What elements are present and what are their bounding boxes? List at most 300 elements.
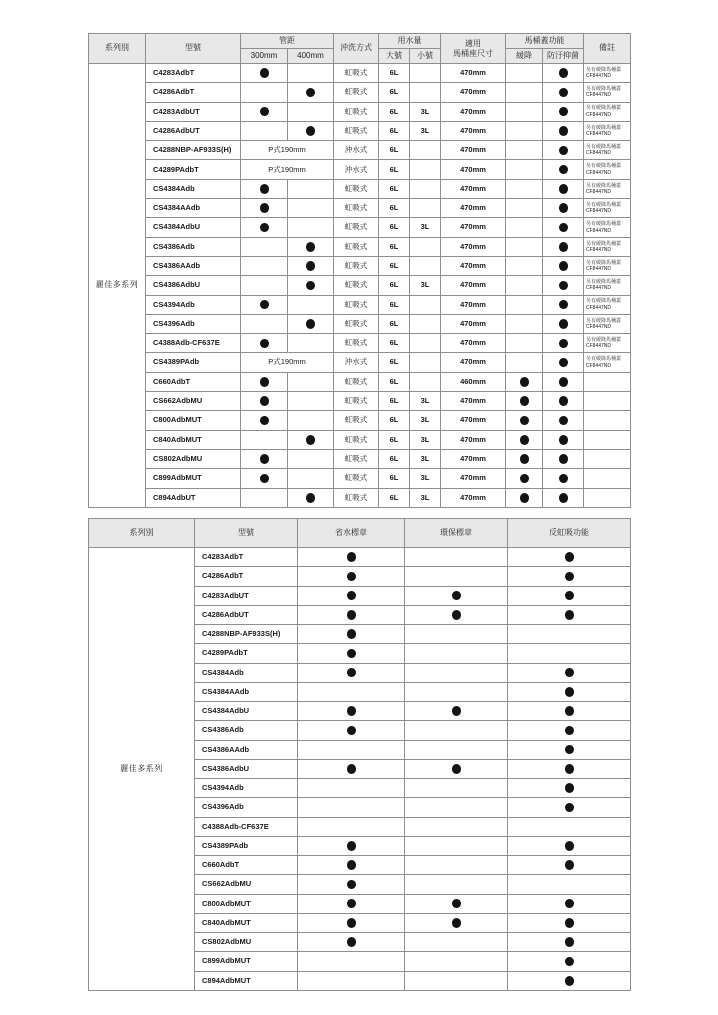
filled-dot-icon xyxy=(559,107,568,117)
anti-siphon-cell xyxy=(508,798,631,817)
seat-size-cell: 470mm xyxy=(441,256,506,275)
flush-type-cell: 虹吸式 xyxy=(334,334,379,353)
soft-close-cell xyxy=(506,102,543,121)
filled-dot-icon xyxy=(260,107,269,117)
half-flush-cell xyxy=(410,83,441,102)
water-saving-cell xyxy=(298,548,405,567)
flush-type-cell: 虹吸式 xyxy=(334,411,379,430)
note-line1: 另有緩降馬桶蓋 xyxy=(586,298,622,305)
antibacterial-cell xyxy=(543,392,584,411)
filled-dot-icon xyxy=(565,899,574,909)
model-cell: CS4384AAdb xyxy=(146,199,241,218)
filled-dot-icon xyxy=(260,416,269,426)
water-saving-cell xyxy=(298,625,405,644)
eco-label-cell xyxy=(405,721,508,740)
spec-table-row xyxy=(89,256,631,275)
soft-close-cell xyxy=(506,64,543,83)
antibacterial-cell xyxy=(543,179,584,198)
anti-siphon-cell xyxy=(508,836,631,855)
pipe-400-cell xyxy=(288,218,334,237)
flush-type-cell: 沖水式 xyxy=(334,160,379,179)
remarks-cell xyxy=(584,199,631,218)
note-line2: CF8447ND xyxy=(586,169,612,176)
header-model: 型號 xyxy=(195,519,298,548)
pipe-400-cell xyxy=(288,372,334,391)
eco-label-cell xyxy=(405,586,508,605)
filled-dot-icon xyxy=(559,416,568,426)
half-flush-cell: 3L xyxy=(410,392,441,411)
pipe-300-cell xyxy=(241,488,288,507)
water-saving-cell xyxy=(298,759,405,778)
pipe-300-cell xyxy=(241,276,288,295)
model-cell: CS4394Adb xyxy=(195,779,298,798)
seat-size-cell: 470mm xyxy=(441,449,506,468)
seat-size-cell: 470mm xyxy=(441,295,506,314)
seat-size-cell: 470mm xyxy=(441,199,506,218)
model-cell: CS4384AdbU xyxy=(146,218,241,237)
header-series: 系列別 xyxy=(89,34,146,64)
pipe-300-cell xyxy=(241,102,288,121)
label-table-header xyxy=(89,519,631,548)
anti-siphon-cell xyxy=(508,625,631,644)
note-line1: 另有緩降馬桶蓋 xyxy=(586,201,622,208)
model-cell: CS4396Adb xyxy=(146,314,241,333)
header-soft-close: 緩降 xyxy=(506,49,543,64)
header-flush-type: 沖洗方式 xyxy=(334,34,379,64)
filled-dot-icon xyxy=(559,223,568,233)
model-cell: C899AdbMUT xyxy=(195,952,298,971)
filled-dot-icon xyxy=(565,957,574,967)
antibacterial-cell xyxy=(543,372,584,391)
pipe-300-cell xyxy=(241,392,288,411)
pipe-300-cell xyxy=(241,64,288,83)
filled-dot-icon xyxy=(559,454,568,464)
spec-table-row xyxy=(89,218,631,237)
note-line2: CF8447ND xyxy=(586,111,612,118)
seat-size-cell: 470mm xyxy=(441,488,506,507)
full-flush-cell: 6L xyxy=(379,83,410,102)
note-line1: 另有緩降馬桶蓋 xyxy=(586,240,622,247)
eco-label-cell xyxy=(405,548,508,567)
filled-dot-icon xyxy=(347,629,356,639)
filled-dot-icon xyxy=(565,976,574,986)
pipe-400-cell xyxy=(288,276,334,295)
seat-size-cell: 470mm xyxy=(441,411,506,430)
water-saving-cell xyxy=(298,605,405,624)
flush-type-cell: 沖水式 xyxy=(334,141,379,160)
filled-dot-icon xyxy=(260,184,269,194)
full-flush-cell: 6L xyxy=(379,488,410,507)
water-saving-cell xyxy=(298,836,405,855)
filled-dot-icon xyxy=(565,572,574,582)
eco-label-cell xyxy=(405,817,508,836)
anti-siphon-cell xyxy=(508,952,631,971)
remarks-cell xyxy=(584,295,631,314)
header-pipe-300: 300mm xyxy=(241,49,288,64)
half-flush-cell: 3L xyxy=(410,488,441,507)
seat-size-cell: 470mm xyxy=(441,179,506,198)
flush-type-cell: 虹吸式 xyxy=(334,488,379,507)
flush-type-cell: 虹吸式 xyxy=(334,179,379,198)
full-flush-cell: 6L xyxy=(379,314,410,333)
soft-close-cell xyxy=(506,372,543,391)
filled-dot-icon xyxy=(306,319,315,329)
pipe-400-cell xyxy=(288,430,334,449)
note-line1: 另有緩降馬桶蓋 xyxy=(586,317,622,324)
flush-type-cell: 虹吸式 xyxy=(334,449,379,468)
remarks-cell xyxy=(584,237,631,256)
pipe-400-cell xyxy=(288,392,334,411)
full-flush-cell: 6L xyxy=(379,334,410,353)
model-cell: CS4386AdbU xyxy=(195,759,298,778)
note-line1: 另有緩降馬桶蓋 xyxy=(586,356,622,363)
water-saving-cell xyxy=(298,567,405,586)
pipe-400-cell xyxy=(288,83,334,102)
filled-dot-icon xyxy=(559,339,568,349)
flush-type-cell: 沖水式 xyxy=(334,353,379,372)
filled-dot-icon xyxy=(559,319,568,329)
antibacterial-cell xyxy=(543,237,584,256)
eco-label-cell xyxy=(405,567,508,586)
half-flush-cell xyxy=(410,64,441,83)
series-label: 麗佳多系列 xyxy=(89,64,146,508)
seat-size-cell: 470mm xyxy=(441,334,506,353)
spec-table-row xyxy=(89,276,631,295)
eco-label-cell xyxy=(405,836,508,855)
eco-label-cell xyxy=(405,894,508,913)
water-saving-cell xyxy=(298,933,405,952)
remarks-cell xyxy=(584,314,631,333)
full-flush-cell: 6L xyxy=(379,392,410,411)
half-flush-cell xyxy=(410,353,441,372)
note-line1: 另有緩降馬桶蓋 xyxy=(586,221,622,228)
header-seat-size-line2: 馬桶座尺寸 xyxy=(453,48,493,58)
flush-type-cell: 虹吸式 xyxy=(334,83,379,102)
model-cell: C840AdbMUT xyxy=(146,430,241,449)
note-line2: CF8447ND xyxy=(586,266,612,273)
anti-siphon-cell xyxy=(508,605,631,624)
filled-dot-icon xyxy=(452,591,461,601)
filled-dot-icon xyxy=(347,899,356,909)
antibacterial-cell xyxy=(543,64,584,83)
seat-size-cell: 470mm xyxy=(441,160,506,179)
full-flush-cell: 6L xyxy=(379,372,410,391)
half-flush-cell xyxy=(410,179,441,198)
note-line1: 另有緩降馬桶蓋 xyxy=(586,124,622,131)
pipe-300-cell xyxy=(241,218,288,237)
antibacterial-cell xyxy=(543,314,584,333)
flush-type-cell: 虹吸式 xyxy=(334,295,379,314)
header-antibacterial: 防汙抑菌 xyxy=(543,49,584,64)
filled-dot-icon xyxy=(452,706,461,716)
spec-table-row xyxy=(89,334,631,353)
eco-label-cell xyxy=(405,913,508,932)
pipe-400-cell xyxy=(288,411,334,430)
antibacterial-cell xyxy=(543,276,584,295)
model-cell: CS4394Adb xyxy=(146,295,241,314)
filled-dot-icon xyxy=(559,184,568,194)
label-table-body xyxy=(89,548,631,991)
anti-siphon-cell xyxy=(508,740,631,759)
note-line1: 另有緩降馬桶蓋 xyxy=(586,66,622,73)
note-line1: 另有緩降馬桶蓋 xyxy=(586,259,622,266)
filled-dot-icon xyxy=(565,706,574,716)
seat-size-cell: 470mm xyxy=(441,83,506,102)
soft-close-cell xyxy=(506,295,543,314)
model-cell: CS802AdbMU xyxy=(146,449,241,468)
water-saving-cell xyxy=(298,740,405,759)
model-cell: C800AdbMUT xyxy=(195,894,298,913)
model-cell: C4286AdbUT xyxy=(146,121,241,140)
anti-siphon-cell xyxy=(508,971,631,991)
filled-dot-icon xyxy=(559,126,568,136)
pipe-span-cell: P式190mm xyxy=(241,160,334,179)
spec-table-row xyxy=(89,488,631,507)
soft-close-cell xyxy=(506,353,543,372)
pipe-300-cell xyxy=(241,411,288,430)
spec-table-row xyxy=(89,160,631,179)
eco-label-cell xyxy=(405,779,508,798)
anti-siphon-cell xyxy=(508,913,631,932)
note-line2: CF8447ND xyxy=(586,92,612,99)
soft-close-cell xyxy=(506,218,543,237)
note-line1: 另有緩降馬桶蓋 xyxy=(586,105,622,112)
filled-dot-icon xyxy=(565,937,574,947)
antibacterial-cell xyxy=(543,102,584,121)
antibacterial-cell xyxy=(543,469,584,488)
anti-siphon-cell xyxy=(508,894,631,913)
soft-close-cell xyxy=(506,237,543,256)
filled-dot-icon xyxy=(559,493,568,503)
seat-size-cell: 470mm xyxy=(441,237,506,256)
full-flush-cell: 6L xyxy=(379,449,410,468)
soft-close-cell xyxy=(506,179,543,198)
remarks-cell xyxy=(584,353,631,372)
label-table-row xyxy=(89,548,631,567)
filled-dot-icon xyxy=(347,591,356,601)
header-pipe-distance: 管距 xyxy=(241,34,334,49)
filled-dot-icon xyxy=(565,860,574,870)
anti-siphon-cell xyxy=(508,721,631,740)
header-water-usage: 用水量 xyxy=(379,34,441,49)
filled-dot-icon xyxy=(565,591,574,601)
model-cell: C4283AdbT xyxy=(195,548,298,567)
eco-label-cell xyxy=(405,740,508,759)
model-cell: C4286AdbUT xyxy=(195,605,298,624)
half-flush-cell: 3L xyxy=(410,121,441,140)
soft-close-cell xyxy=(506,488,543,507)
soft-close-cell xyxy=(506,160,543,179)
filled-dot-icon xyxy=(306,493,315,503)
model-cell: CS4386AAdb xyxy=(195,740,298,759)
soft-close-cell xyxy=(506,141,543,160)
soft-close-cell xyxy=(506,469,543,488)
remarks-cell xyxy=(584,218,631,237)
note-line2: CF8447ND xyxy=(586,131,612,138)
pipe-300-cell xyxy=(241,334,288,353)
remarks-cell xyxy=(584,411,631,430)
note-line2: CF8447ND xyxy=(586,188,612,195)
spec-table-row xyxy=(89,141,631,160)
anti-siphon-cell xyxy=(508,586,631,605)
filled-dot-icon xyxy=(347,726,356,736)
header-model: 型號 xyxy=(146,34,241,64)
filled-dot-icon xyxy=(565,803,574,813)
anti-siphon-cell xyxy=(508,644,631,663)
antibacterial-cell xyxy=(543,121,584,140)
flush-type-cell: 虹吸式 xyxy=(334,469,379,488)
filled-dot-icon xyxy=(559,261,568,271)
spec-table-row xyxy=(89,295,631,314)
antibacterial-cell xyxy=(543,488,584,507)
filled-dot-icon xyxy=(260,223,269,233)
series-label: 麗佳多系列 xyxy=(89,548,195,991)
remarks-cell xyxy=(584,141,631,160)
spec-table-row xyxy=(89,83,631,102)
filled-dot-icon xyxy=(260,474,269,484)
note-line2: CF8447ND xyxy=(586,246,612,253)
filled-dot-icon xyxy=(347,937,356,947)
pipe-400-cell xyxy=(288,199,334,218)
note-line2: CF8447ND xyxy=(586,343,612,350)
half-flush-cell xyxy=(410,295,441,314)
model-cell: C894AdbUT xyxy=(146,488,241,507)
filled-dot-icon xyxy=(452,918,461,928)
eco-label-cell xyxy=(405,702,508,721)
header-anti-siphon: 反虹吸功能 xyxy=(508,519,631,548)
anti-siphon-cell xyxy=(508,856,631,875)
model-cell: C4289PAdbT xyxy=(195,644,298,663)
pipe-400-cell xyxy=(288,449,334,468)
note-line2: CF8447ND xyxy=(586,304,612,311)
eco-label-cell xyxy=(405,644,508,663)
spec-table-row xyxy=(89,430,631,449)
soft-close-cell xyxy=(506,121,543,140)
note-line1: 另有緩降馬桶蓋 xyxy=(586,337,622,344)
pipe-400-cell xyxy=(288,469,334,488)
spec-table-row xyxy=(89,237,631,256)
header-half-flush: 小號 xyxy=(410,49,441,64)
note-line1: 另有緩降馬桶蓋 xyxy=(586,144,622,151)
remarks-cell xyxy=(584,276,631,295)
full-flush-cell: 6L xyxy=(379,102,410,121)
header-lid-function: 馬桶蓋功能 xyxy=(506,34,584,49)
eco-label-cell xyxy=(405,933,508,952)
filled-dot-icon xyxy=(559,396,568,406)
header-remarks: 備註 xyxy=(584,34,631,64)
antibacterial-cell xyxy=(543,411,584,430)
spec-table-header xyxy=(89,34,631,64)
antibacterial-cell xyxy=(543,141,584,160)
filled-dot-icon xyxy=(347,572,356,582)
spec-table-row xyxy=(89,392,631,411)
pipe-span-cell: P式190mm xyxy=(241,141,334,160)
spec-table-row xyxy=(89,199,631,218)
filled-dot-icon xyxy=(520,416,529,426)
note-line2: CF8447ND xyxy=(586,285,612,292)
model-cell: CS4386AAdb xyxy=(146,256,241,275)
half-flush-cell: 3L xyxy=(410,449,441,468)
filled-dot-icon xyxy=(452,764,461,774)
full-flush-cell: 6L xyxy=(379,218,410,237)
note-line1: 另有緩降馬桶蓋 xyxy=(586,86,622,93)
antibacterial-cell xyxy=(543,295,584,314)
remarks-cell xyxy=(584,334,631,353)
note-line2: CF8447ND xyxy=(586,324,612,330)
filled-dot-icon xyxy=(559,146,568,156)
flush-type-cell: 虹吸式 xyxy=(334,218,379,237)
flush-type-cell: 虹吸式 xyxy=(334,314,379,333)
water-saving-cell xyxy=(298,798,405,817)
model-cell: CS4389PAdb xyxy=(146,353,241,372)
model-cell: C800AdbMUT xyxy=(146,411,241,430)
seat-size-cell: 470mm xyxy=(441,102,506,121)
model-cell: CS4384Adb xyxy=(195,663,298,682)
filled-dot-icon xyxy=(347,880,356,890)
remarks-cell xyxy=(584,179,631,198)
seat-size-cell: 470mm xyxy=(441,469,506,488)
water-saving-cell xyxy=(298,663,405,682)
eco-label-cell xyxy=(405,875,508,894)
model-cell: CS4386Adb xyxy=(195,721,298,740)
filled-dot-icon xyxy=(520,435,529,445)
flush-type-cell: 虹吸式 xyxy=(334,392,379,411)
spec-table-row xyxy=(89,449,631,468)
pipe-300-cell xyxy=(241,83,288,102)
full-flush-cell: 6L xyxy=(379,160,410,179)
model-cell: C4283AdbUT xyxy=(195,586,298,605)
header-seat-size-line1: 適用 xyxy=(465,38,481,48)
full-flush-cell: 6L xyxy=(379,179,410,198)
pipe-400-cell xyxy=(288,295,334,314)
anti-siphon-cell xyxy=(508,682,631,701)
remarks-cell xyxy=(584,469,631,488)
pipe-400-cell xyxy=(288,334,334,353)
remarks-cell xyxy=(584,449,631,468)
flush-type-cell: 虹吸式 xyxy=(334,237,379,256)
filled-dot-icon xyxy=(347,610,356,620)
pipe-300-cell xyxy=(241,430,288,449)
water-saving-cell xyxy=(298,971,405,991)
filled-dot-icon xyxy=(260,377,269,387)
eco-label-cell xyxy=(405,971,508,991)
note-line2: CF8447ND xyxy=(586,150,612,157)
antibacterial-cell xyxy=(543,353,584,372)
pipe-300-cell xyxy=(241,199,288,218)
full-flush-cell: 6L xyxy=(379,64,410,83)
pipe-300-cell xyxy=(241,449,288,468)
seat-size-cell: 470mm xyxy=(441,276,506,295)
filled-dot-icon xyxy=(347,706,356,716)
spec-table-row xyxy=(89,64,631,83)
note-line1: 另有緩降馬桶蓋 xyxy=(586,279,622,286)
anti-siphon-cell xyxy=(508,933,631,952)
filled-dot-icon xyxy=(559,88,568,98)
pipe-400-cell xyxy=(288,102,334,121)
filled-dot-icon xyxy=(559,68,568,78)
filled-dot-icon xyxy=(565,687,574,697)
flush-type-cell: 虹吸式 xyxy=(334,64,379,83)
note-line2: CF8447ND xyxy=(586,208,612,215)
soft-close-cell xyxy=(506,430,543,449)
filled-dot-icon xyxy=(452,610,461,620)
half-flush-cell: 3L xyxy=(410,411,441,430)
model-cell: C4288NBP-AF933S(H) xyxy=(146,141,241,160)
note-line2: CF8447ND xyxy=(586,362,612,369)
pipe-400-cell xyxy=(288,64,334,83)
soft-close-cell xyxy=(506,411,543,430)
eco-label-cell xyxy=(405,952,508,971)
